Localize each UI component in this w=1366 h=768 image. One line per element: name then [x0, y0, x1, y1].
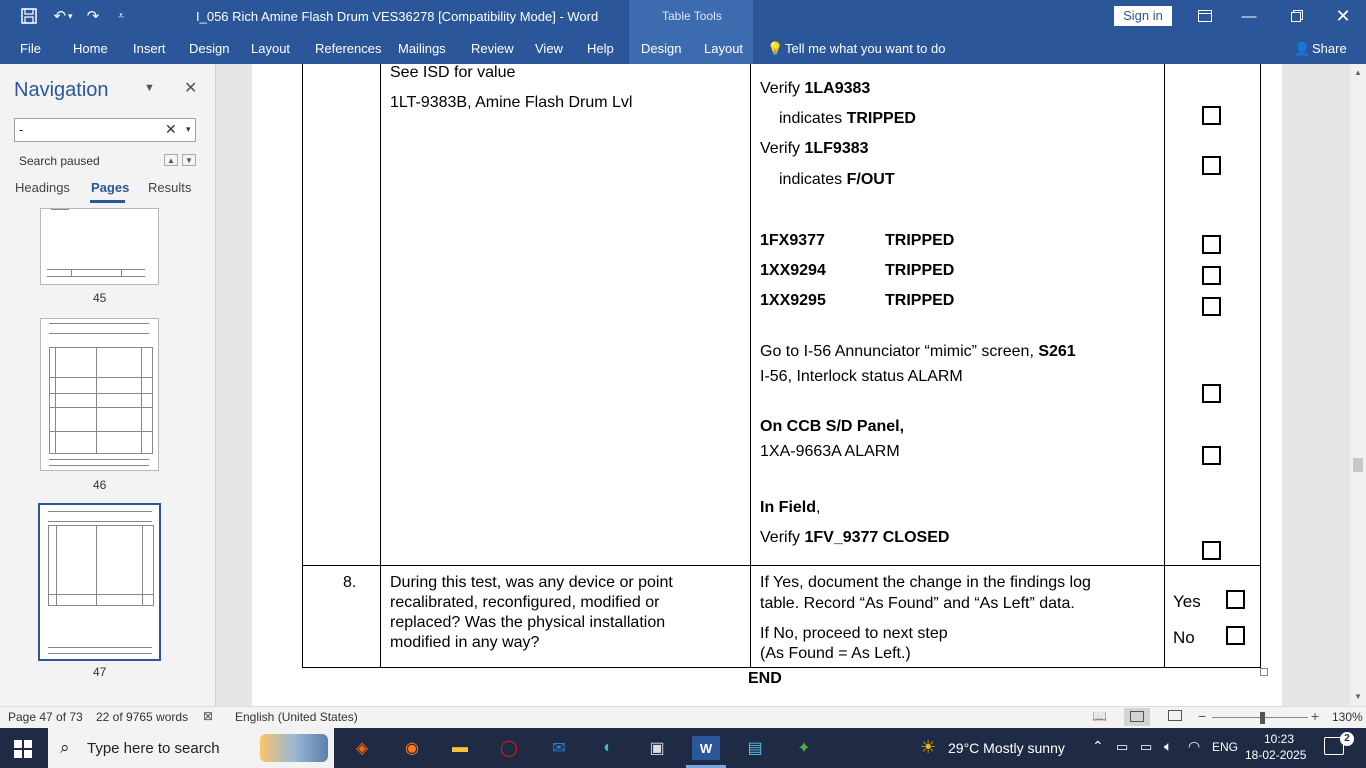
- edge-icon[interactable]: ◐: [603, 739, 613, 756]
- nav-options-icon[interactable]: ▼: [144, 82, 155, 94]
- weather-text[interactable]: 29°C Mostly sunny: [948, 740, 1065, 756]
- trip-status: TRIPPED: [885, 292, 955, 309]
- minimize-icon[interactable]: —: [1241, 7, 1257, 25]
- taskbar-search-input[interactable]: Type here to search: [87, 740, 220, 757]
- clear-search-icon[interactable]: ✕: [165, 121, 177, 137]
- question-line: modified in any way?: [390, 634, 540, 651]
- close-icon[interactable]: ✕: [1335, 5, 1351, 26]
- save-icon[interactable]: [18, 6, 40, 26]
- checkbox[interactable]: [1202, 156, 1221, 175]
- checkbox[interactable]: [1202, 266, 1221, 285]
- trip-status: TRIPPED: [885, 262, 955, 279]
- input-language[interactable]: ENG: [1212, 740, 1239, 754]
- document-page[interactable]: [252, 64, 1282, 706]
- checkbox[interactable]: [1202, 106, 1221, 125]
- web-layout-icon[interactable]: [1168, 710, 1182, 721]
- firefox-icon[interactable]: ◉: [405, 740, 419, 757]
- windows-start-icon[interactable]: [14, 740, 32, 761]
- if-no-line: (As Found = As Left.): [760, 645, 911, 662]
- meet-now-icon[interactable]: ▭: [1116, 739, 1129, 754]
- nav-search-box[interactable]: [14, 118, 196, 142]
- tab-table-design[interactable]: Design: [641, 41, 682, 56]
- question-line: replaced? Was the physical installation: [390, 614, 666, 631]
- zoom-slider-thumb[interactable]: [1260, 712, 1265, 724]
- tab-view[interactable]: View: [535, 41, 563, 56]
- search-highlight-icon: [260, 734, 328, 762]
- annunciator-instruction: Go to I-56 Annunciator “mimic” screen, S261: [760, 343, 1076, 360]
- trip-tag: 1XX9294: [760, 262, 826, 279]
- tab-mailings[interactable]: Mailings: [398, 41, 446, 56]
- tab-insert[interactable]: Insert: [133, 41, 166, 56]
- copilot-icon[interactable]: ◈: [355, 740, 369, 757]
- tab-help[interactable]: Help: [587, 41, 614, 56]
- ribbon-display-icon[interactable]: [1194, 6, 1216, 26]
- in-field-heading: In Field,: [760, 499, 821, 516]
- table-tools-label: Table Tools: [662, 9, 722, 23]
- nav-tab-pages[interactable]: Pages: [91, 180, 130, 195]
- if-yes-line: table. Record “As Found” and “As Left” data.: [760, 595, 1075, 612]
- tab-layout[interactable]: Layout: [251, 41, 291, 56]
- maps-icon[interactable]: ✦: [797, 740, 811, 757]
- verify-1la9383: Verify 1LA9383: [760, 80, 871, 97]
- question-line: During this test, was any device or point: [390, 574, 673, 591]
- search-options-icon[interactable]: ▾: [186, 124, 191, 134]
- table-resize-handle[interactable]: [1260, 668, 1268, 676]
- tab-table-layout[interactable]: Layout: [704, 41, 744, 56]
- verify-1lf9383: Verify 1LF9383: [760, 140, 869, 157]
- status-bar: [0, 706, 1366, 728]
- active-tab-indicator: [90, 200, 125, 203]
- page-count[interactable]: Page 47 of 73: [8, 710, 83, 724]
- ccb-alarm: 1XA-9663A ALARM: [760, 443, 900, 460]
- nav-tab-results[interactable]: Results: [148, 180, 192, 195]
- zoom-out-icon[interactable]: −: [1198, 708, 1207, 724]
- share-icon: 👤: [1294, 41, 1311, 56]
- clock-time[interactable]: 10:23: [1264, 732, 1295, 746]
- interlock-status: I-56, Interlock status ALARM: [760, 368, 963, 385]
- page-thumbnail-47[interactable]: [38, 503, 161, 661]
- tab-references[interactable]: References: [315, 41, 382, 56]
- question-line: recalibrated, reconfigured, modified or: [390, 594, 660, 611]
- language-indicator[interactable]: English (United States): [235, 710, 358, 724]
- level-transmitter-text: 1LT-9383B, Amine Flash Drum Lvl: [390, 94, 633, 111]
- end-label: END: [748, 670, 782, 687]
- word-icon[interactable]: W: [692, 736, 720, 760]
- tab-review[interactable]: Review: [471, 41, 514, 56]
- checkbox[interactable]: [1202, 541, 1221, 560]
- taskbar-search[interactable]: [48, 728, 334, 768]
- document-title: I_056 Rich Amine Flash Drum VES36278 [Compatibility Mode] - Word: [196, 9, 599, 24]
- lightbulb-icon: 💡: [767, 41, 784, 56]
- page-thumbnail-45[interactable]: [40, 208, 159, 285]
- battery-icon[interactable]: ▭: [1140, 739, 1153, 754]
- search-status: Search paused: [19, 154, 100, 168]
- verify-valve-closed: Verify 1FV_9377 CLOSED: [760, 529, 950, 546]
- tab-file[interactable]: File: [20, 41, 41, 56]
- taskbar: [0, 728, 1366, 768]
- no-checkbox[interactable]: [1226, 626, 1245, 645]
- read-mode-icon[interactable]: 📖: [1092, 709, 1107, 723]
- share-button[interactable]: Share: [1312, 41, 1347, 56]
- mail-icon[interactable]: ✉: [552, 740, 566, 757]
- sign-in-button[interactable]: Sign in: [1114, 6, 1172, 26]
- tab-home[interactable]: Home: [73, 41, 108, 56]
- show-hidden-icons[interactable]: ⌃: [1092, 738, 1104, 754]
- checkbox[interactable]: [1202, 446, 1221, 465]
- nav-tab-headings[interactable]: Headings: [15, 180, 70, 195]
- document-viewer-icon[interactable]: ▣: [649, 740, 665, 757]
- if-yes-line: If Yes, document the change in the findings log: [760, 574, 1091, 591]
- search-icon: ⌕: [60, 738, 70, 757]
- zoom-in-icon[interactable]: +: [1311, 708, 1320, 724]
- redo-icon[interactable]: ↷: [86, 8, 100, 25]
- checkbox[interactable]: [1202, 235, 1221, 254]
- scroll-down-icon[interactable]: ▼: [1354, 692, 1362, 701]
- trip-tag: 1FX9377: [760, 232, 825, 249]
- indicates-fout: indicates F/OUT: [779, 171, 895, 188]
- page-number-47: 47: [93, 665, 107, 679]
- trip-status: TRIPPED: [885, 232, 955, 249]
- clock-date[interactable]: 18-02-2025: [1245, 748, 1307, 762]
- navigation-pane: [0, 64, 216, 706]
- restore-icon[interactable]: [1286, 6, 1308, 26]
- tell-me-search[interactable]: Tell me what you want to do: [785, 41, 946, 56]
- next-result-icon[interactable]: ▼: [182, 154, 196, 166]
- step-number: 8.: [343, 574, 357, 591]
- word-count[interactable]: 22 of 9765 words: [96, 710, 189, 724]
- checkbox[interactable]: [1202, 297, 1221, 316]
- nav-search-input[interactable]: -: [19, 122, 24, 137]
- opera-icon[interactable]: ◯: [500, 740, 518, 757]
- scroll-up-icon[interactable]: ▲: [1354, 68, 1362, 77]
- scroll-thumb[interactable]: [1353, 458, 1363, 472]
- ccb-panel-heading: On CCB S/D Panel,: [760, 418, 905, 435]
- proofing-icon[interactable]: ⊠: [203, 709, 214, 723]
- no-label: No: [1173, 628, 1195, 647]
- weather-icon[interactable]: ☀: [920, 737, 937, 757]
- wifi-icon[interactable]: ◠: [1188, 738, 1201, 754]
- title-bar: [0, 0, 1366, 32]
- vertical-scrollbar[interactable]: [1350, 64, 1366, 706]
- page-number-46: 46: [93, 478, 107, 492]
- previous-result-icon[interactable]: ▲: [164, 154, 178, 166]
- zoom-level[interactable]: 130%: [1332, 710, 1363, 724]
- notification-badge: 2: [1340, 732, 1354, 746]
- navigation-title: Navigation: [14, 79, 109, 101]
- undo-icon[interactable]: ↶ ▾: [53, 8, 73, 25]
- yes-label: Yes: [1173, 592, 1201, 611]
- volume-icon[interactable]: 🔈︎: [1164, 738, 1173, 754]
- page-number-45: 45: [93, 291, 107, 305]
- checkbox[interactable]: [1202, 384, 1221, 403]
- indicates-tripped: indicates TRIPPED: [779, 110, 916, 127]
- print-layout-glyph: [1130, 711, 1144, 722]
- customize-icon[interactable]: ⩡: [117, 9, 125, 22]
- isd-note: See ISD for value: [390, 64, 516, 81]
- trip-tag: 1XX9295: [760, 292, 826, 309]
- yes-checkbox[interactable]: [1226, 590, 1245, 609]
- file-explorer-icon[interactable]: ▬: [452, 739, 468, 756]
- page-thumbnail-46[interactable]: [40, 318, 159, 471]
- tab-design[interactable]: Design: [189, 41, 230, 56]
- if-no-line: If No, proceed to next step: [760, 625, 948, 642]
- remote-desktop-icon[interactable]: ▤: [747, 740, 763, 757]
- nav-close-icon[interactable]: ✕: [184, 80, 198, 97]
